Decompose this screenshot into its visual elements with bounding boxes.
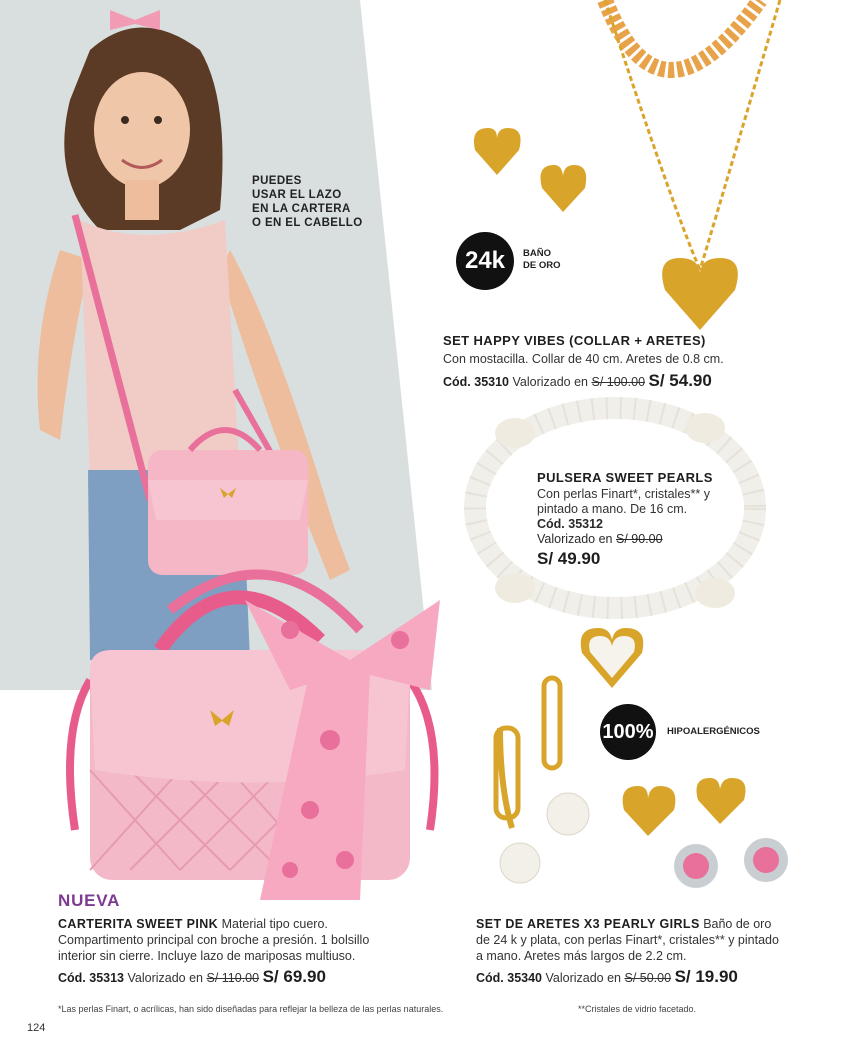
product-price: S/ 49.90 [537,549,601,568]
old-price: S/ 50.00 [624,971,672,985]
product-price: S/ 19.90 [674,967,738,986]
valued-label: Valorizado en [127,971,204,985]
happy-vibes-jewelry-illustration [470,0,730,330]
product-price-line [476,967,786,987]
gold-plating-label: BAÑO DE ORO [523,248,561,271]
pearly-girls-earrings-illustration [488,678,798,888]
product-title: SET DE ARETES X3 PEARLY GIRLS [476,917,700,931]
old-price: S/ 110.00 [206,971,260,985]
product-code: Cód. 35340 [476,971,543,985]
bow-usage-callout: PUEDES USAR EL LAZO EN LA CARTERA O EN EL CABELLO [252,175,363,229]
product-price: S/ 54.90 [648,371,712,390]
product-valued-line [537,532,727,547]
carterita-bag-illustration [60,570,460,910]
old-price: S/ 90.00 [616,532,663,546]
product-description: Baño de oro de 24 k y plata, con perlas Finart*, cristales** y pintado a mano. Aretes más largos de 2.2 cm. [476,917,779,963]
product-description: Con perlas Finart*, cristales** y pintado a mano. De 16 cm. [537,487,710,516]
valued-label: Valorizado en [545,971,622,985]
sweet-pearls-product [537,470,727,569]
gold-plating-badge: 24k [456,232,514,290]
old-price: S/ 100.00 [591,375,646,389]
hypoallergenic-badge: 100% [600,704,656,760]
product-code: Cód. 35312 [537,517,604,531]
valued-label: Valorizado en [537,532,613,546]
page-number: 124 [27,1022,46,1034]
hypoallergenic-label: HIPOALERGÉNICOS [667,726,760,737]
product-description: Con mostacilla. Collar de 40 cm. Aretes de 0.8 cm. [443,352,724,366]
product-title: SET HAPPY VIBES (COLLAR + ARETES) [443,333,706,348]
product-price-line [58,967,403,987]
product-price: S/ 69.90 [262,967,326,986]
product-code: Cód. 35313 [58,971,125,985]
happy-vibes-product [443,333,773,391]
product-description: Material tipo cuero. Compartimento principal con broche a presión. 1 bolsillo interior sin cierre. Incluye lazo de mariposas multiuso. [58,917,370,963]
product-text [58,916,403,964]
product-price-line [443,371,773,391]
crystals-footnote: **Cristales de vidrio facetado. [578,1004,697,1014]
product-code: Cód. 35310 [443,375,510,389]
product-title: CARTERITA SWEET PINK [58,917,219,931]
product-text [476,916,786,964]
sweet-pink-product [58,916,403,987]
new-product-badge: NUEVA [58,891,121,910]
pearly-girls-product [476,916,786,987]
valued-label: Valorizado en [512,375,589,389]
product-title: PULSERA SWEET PEARLS [537,470,713,485]
pearls-footnote: *Las perlas Finart, o acrílicas, han sido diseñadas para reflejar la belleza de las perlas naturales. [58,1004,444,1014]
